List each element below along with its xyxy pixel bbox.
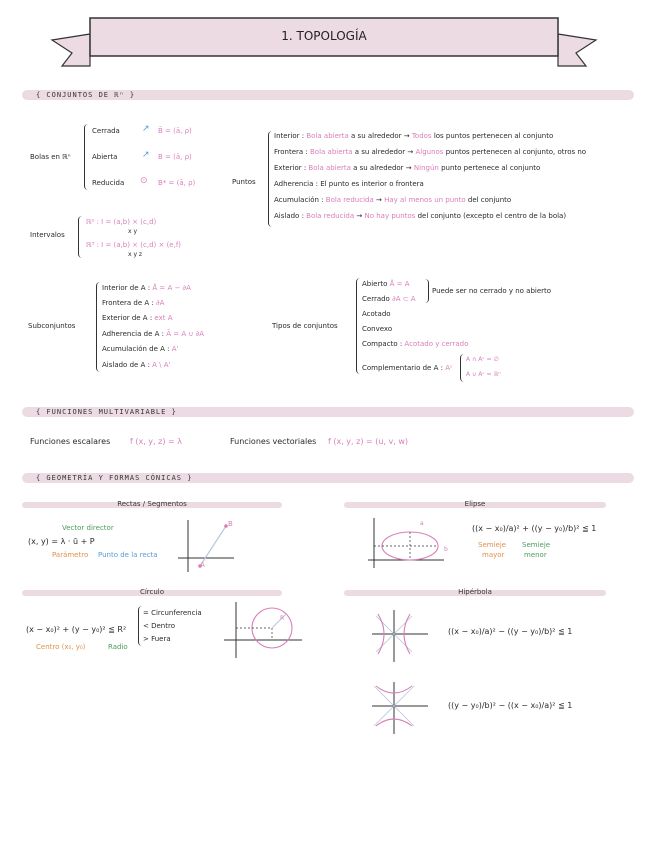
elipse-diagram <box>364 514 454 574</box>
intervalos-brace <box>78 216 84 258</box>
subconjuntos-label: Subconjuntos <box>28 322 76 330</box>
section-title-geometria: { GEOMETRÍA Y FORMAS CÓNICAS } <box>36 474 193 482</box>
elipse-mayor-1: Semieje <box>478 541 507 549</box>
subconjunto-row: Interior de A : Å = A − ∂A <box>102 284 191 292</box>
puntos-label: Puntos <box>232 178 256 186</box>
tipo-abierto: Abierto Å = A <box>362 280 410 288</box>
section-title-conjuntos: { CONJUNTOS DE ℝⁿ } <box>36 91 136 99</box>
intervalos-label: Intervalos <box>30 231 65 239</box>
circulo-opt-dentro: < Dentro <box>143 622 175 630</box>
intervalo-r2: ℝ² : I = (a,b) × (c,d) <box>86 218 157 226</box>
punto-row: Adherencia : El punto es interior o frontera <box>274 180 424 188</box>
complementario-brace <box>460 354 465 382</box>
circulo-formula: (x − x₀)² + (y − y₀)² ≦ R² <box>26 625 127 634</box>
elipse-b-label: b <box>444 546 448 553</box>
hiperbola-diagram-1 <box>370 608 430 664</box>
elipse-title: Elipse <box>464 500 486 508</box>
complementario-union: A ∪ Aᶜ = ℝⁿ <box>466 371 501 378</box>
tipo-convexo: Convexo <box>362 325 393 333</box>
funciones-vectoriales-formula: f (x, y, z) = (u, v, w) <box>328 437 408 446</box>
complementario-interseccion: A ∩ Aᶜ = ∅ <box>466 356 499 363</box>
punto-row: Interior : Bola abierta a su alrededor → Todos los puntos pertenecen al conjunto <box>274 132 554 140</box>
tipo-compacto: Compacto : Acotado y cerrado <box>362 340 469 348</box>
ring-arrow-icon: ⊙ <box>140 176 148 186</box>
subconjunto-row: Adherencia de A : Ā = A ∪ ∂A <box>102 330 205 338</box>
elipse-menor-2: menor <box>524 551 547 559</box>
rectas-point-a: A <box>200 561 205 569</box>
rectas-point-b: B <box>228 520 233 528</box>
subconjuntos-brace <box>96 282 102 372</box>
bolas-label: Bolas en ℝⁿ <box>30 153 71 161</box>
arrow-icon: ↗ <box>142 150 150 160</box>
tipo-acotado: Acotado <box>362 310 391 318</box>
bola-reducida-label: Reducida <box>92 179 125 187</box>
funciones-escalares-label: Funciones escalares <box>30 437 111 446</box>
rectas-punto-label: Punto de la recta <box>98 551 158 559</box>
subconjunto-row: Aislado de A : A \ A' <box>102 361 171 369</box>
circulo-radio-label: Radio <box>108 643 128 651</box>
hiperbola-title: Hipérbola <box>458 588 492 596</box>
elipse-menor-1: Semieje <box>522 541 551 549</box>
funciones-escalares-formula: f (x, y, z) = λ <box>130 437 182 446</box>
circulo-opt-circunferencia: = Circunferencia <box>143 609 202 617</box>
circulo-r-label: R <box>280 615 285 622</box>
bola-cerrada-formula: B̄ = (ā, ρ) <box>158 127 192 135</box>
funciones-vectoriales-label: Funciones vectoriales <box>230 437 317 446</box>
circulo-centro-label: Centro (x₀, y₀) <box>36 643 86 651</box>
hiperbola-diagram-2 <box>370 680 430 736</box>
punto-row: Aislado : Bola reducida → No hay puntos del conjunto (excepto el centro de la bola) <box>274 212 567 220</box>
section-title-funciones: { FUNCIONES MULTIVARIABLE } <box>36 408 177 416</box>
punto-row: Acumulación : Bola reducida → Hay al menos un punto del conjunto <box>274 196 512 204</box>
intervalo-r3-axes: x y z <box>128 251 143 258</box>
tipo-complementario: Complementario de A : Aᶜ <box>362 364 453 372</box>
elipse-mayor-2: mayor <box>482 551 505 559</box>
intervalo-r2-axes: x y <box>128 228 138 235</box>
punto-row: Exterior : Bola abierta a su alrededor → Ningún punto pertenece al conjunto <box>274 164 541 172</box>
hiperbola-formula-1: ((x − x₀)/a)² − ((y − y₀)/b)² ≦ 1 <box>448 627 573 636</box>
intervalo-r3: ℝ³ : I = (a,b) × (c,d) × (e,f) <box>86 241 182 249</box>
elipse-a-label: a <box>420 520 424 527</box>
arrow-icon: ↗ <box>142 124 150 134</box>
subconjunto-row: Exterior de A : ext A <box>102 314 173 322</box>
rectas-vector-label: Vector director <box>62 524 114 532</box>
tipos-label: Tipos de conjuntos <box>272 322 338 330</box>
circulo-opt-fuera: > Fuera <box>143 635 171 643</box>
tipo-cerrado: Cerrado ∂A ⊂ A <box>362 295 416 303</box>
elipse-formula: ((x − x₀)/a)² + ((y − y₀)/b)² ≦ 1 <box>472 524 597 533</box>
subconjunto-row: Frontera de A : ∂A <box>102 299 165 307</box>
punto-row: Frontera : Bola abierta a su alrededor → Algunos puntos pertenecen al conjunto, otros no <box>274 148 587 156</box>
rectas-diagram <box>178 518 258 578</box>
bola-abierta-label: Abierta <box>92 153 118 161</box>
rectas-formula: (x, y) = λ · ū + P <box>28 537 95 546</box>
page-title: 1. TOPOLOGÍA <box>281 29 367 43</box>
bolas-brace <box>84 124 90 190</box>
circulo-diagram <box>222 600 302 660</box>
abierto-cerrado-brace <box>424 279 429 303</box>
rectas-title: Rectas / Segmentos <box>117 500 187 508</box>
hiperbola-formula-2: ((y − y₀)/b)² − ((x − x₀)/a)² ≦ 1 <box>448 701 573 710</box>
rectas-param-label: Parámetro <box>52 551 89 559</box>
bola-abierta-formula: B = (ā, ρ) <box>158 153 192 161</box>
subconjunto-row: Acumulación de A : A' <box>102 345 179 353</box>
bola-cerrada-label: Cerrada <box>92 127 120 135</box>
circulo-title: Círculo <box>139 588 165 596</box>
bola-reducida-formula: B* = (ā, ρ) <box>158 179 196 187</box>
tipo-note: Puede ser no cerrado y no abierto <box>432 287 552 295</box>
